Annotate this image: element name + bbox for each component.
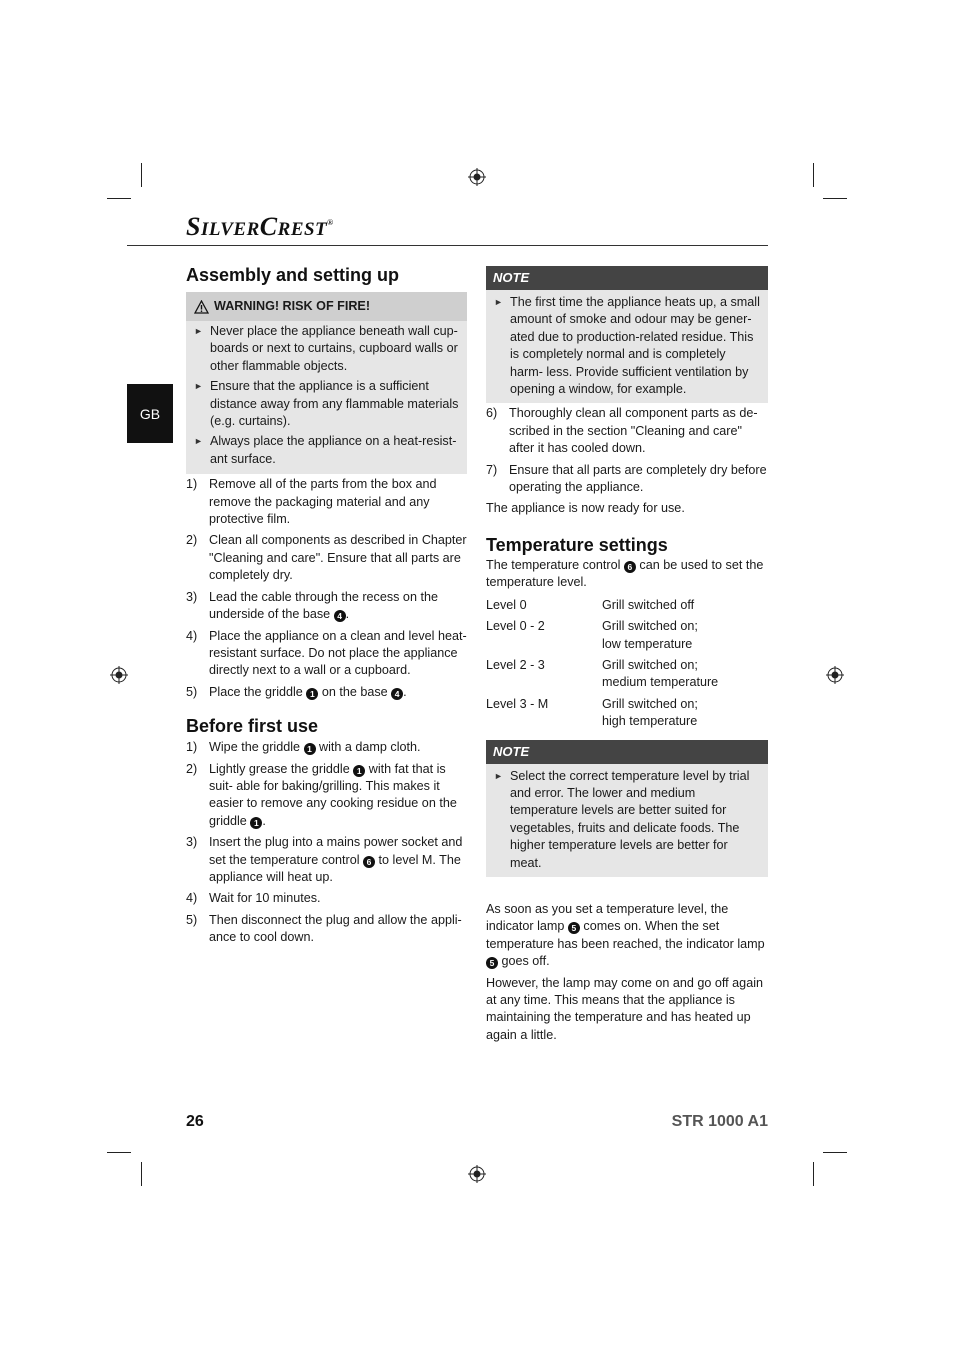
list-item: 3) Lead the cable through the recess on the underside of the base 4 . bbox=[186, 589, 438, 622]
part-number-badge: 6 bbox=[363, 856, 375, 868]
warning-box bbox=[186, 292, 467, 474]
assembly-steps bbox=[186, 476, 467, 701]
temperature-intro: The temperature control 6 can be used to set the temperature level. bbox=[486, 557, 764, 590]
assembly-heading: Assembly and setting up bbox=[186, 265, 400, 285]
header-rule bbox=[127, 245, 768, 246]
part-number-badge: 5 bbox=[568, 922, 580, 934]
list-item: ► Ensure that the appliance is a sufficient distance away from any flammable materials (e.g. curtains). bbox=[194, 378, 459, 430]
registration-mark-icon bbox=[826, 666, 844, 684]
note-bullets bbox=[486, 290, 768, 403]
list-item: 4) Wait for 10 minutes. bbox=[186, 891, 321, 906]
list-item: 4) Place the appliance on a clean and level heat- resistant surface. Do not place the appliance directly next to a wall or a cupboard. bbox=[186, 628, 467, 678]
arrow-bullet-icon: ► bbox=[494, 297, 503, 307]
registration-mark-icon bbox=[468, 168, 486, 186]
part-number-badge: 6 bbox=[624, 561, 636, 573]
arrow-bullet-icon: ► bbox=[194, 326, 203, 336]
registration-mark-icon bbox=[110, 666, 128, 684]
table-row: Level 0 Grill switched off bbox=[486, 597, 695, 612]
list-item: 6) Thoroughly clean all component parts as de- scribed in the section "Cleaning and care" after it has cooled down. bbox=[486, 406, 758, 456]
list-item: ► Always place the appliance on a heat-resist- ant surface. bbox=[194, 433, 459, 468]
indicator-lamp-paragraph: As soon as you set a temperature level, the indicator lamp 5 comes on. When the set temperature has been reached, the indicator lamp 5 goes off. bbox=[486, 901, 765, 969]
table-row: Level 0 - 2 Grill switched on; low temperature bbox=[486, 619, 698, 651]
warning-triangle-icon bbox=[194, 300, 209, 314]
part-number-badge: 1 bbox=[306, 688, 318, 700]
crop-mark bbox=[141, 1162, 142, 1186]
before-first-use-heading: Before first use bbox=[186, 716, 319, 737]
crop-mark bbox=[813, 1162, 814, 1186]
warning-header bbox=[186, 292, 467, 321]
registration-mark-icon bbox=[468, 1165, 486, 1183]
table-row: Level 2 - 3 Grill switched on; medium temperature bbox=[486, 657, 719, 690]
crop-mark bbox=[813, 163, 814, 187]
note-box bbox=[486, 740, 768, 877]
arrow-bullet-icon: ► bbox=[194, 436, 203, 447]
part-number-badge: 1 bbox=[304, 743, 316, 755]
lamp-cycle-paragraph: However, the lamp may come on and go off again at any time. This means that the appliance is maintaining the temperature and has heated up again a little. bbox=[486, 975, 763, 1042]
list-item: 2) Clean all components as described in Chapter "Cleaning and care". Ensure that all parts are completely dry. bbox=[186, 533, 467, 583]
list-item: 7) Ensure that all parts are completely dry before operating the appliance. bbox=[486, 462, 767, 495]
temperature-settings-heading: Temperature settings bbox=[486, 534, 668, 555]
list-item: ► Select the correct temperature level by trial and error. The lower and medium temperature levels are better suited for vegetables, fruits and delicate foods. The higher temperature levels are better for meat. bbox=[494, 768, 760, 872]
left-column bbox=[186, 263, 467, 951]
temperature-levels-table bbox=[486, 597, 768, 731]
crop-mark bbox=[107, 1152, 131, 1153]
list-item: 3) Insert the plug into a mains power socket and set the temperature control 6 to level M. The appliance will heat up. bbox=[186, 835, 463, 884]
ready-text: The appliance is now ready for use. bbox=[486, 501, 685, 516]
crop-mark bbox=[141, 163, 142, 187]
language-tab: GB bbox=[127, 384, 173, 443]
note-header: NOTE bbox=[486, 740, 768, 764]
arrow-bullet-icon: ► bbox=[494, 770, 503, 781]
part-number-badge: 4 bbox=[391, 688, 403, 700]
note-box bbox=[486, 266, 768, 403]
part-number-badge: 1 bbox=[353, 765, 365, 777]
warning-bullets bbox=[186, 321, 467, 474]
crop-mark bbox=[107, 198, 131, 199]
crop-mark bbox=[823, 1152, 847, 1153]
brand-logo: SILVERCREST® bbox=[186, 212, 334, 241]
list-item: ► Never place the appliance beneath wall cup- boards or next to curtains, cupboard walls or other flammable objects. bbox=[194, 323, 459, 375]
right-column bbox=[486, 266, 768, 1044]
cleaning-steps bbox=[486, 405, 768, 496]
part-number-badge: 1 bbox=[250, 817, 262, 829]
warning-title: WARNING! RISK OF FIRE! bbox=[214, 298, 371, 313]
list-item: ► The first time the appliance heats up, a small amount of smoke and odour may be gener- ated due to production-related residue. This is completely normal and is completely harm- less. Provide sufficient ventilation by opening a window, for example. bbox=[494, 294, 760, 398]
model-number: STR 1000 A1 bbox=[671, 1113, 768, 1130]
note-bullets bbox=[486, 764, 768, 877]
crop-mark bbox=[823, 198, 847, 199]
page-number: 26 bbox=[186, 1113, 204, 1130]
part-number-badge: 4 bbox=[334, 610, 346, 622]
table-row: Level 3 - M Grill switched on; high temperature bbox=[486, 696, 698, 729]
list-item: 5) Then disconnect the plug and allow the appli- ance to cool down. bbox=[186, 912, 462, 945]
list-item: 1) Wipe the griddle 1 with a damp cloth. bbox=[186, 740, 421, 755]
part-number-badge: 5 bbox=[486, 957, 498, 969]
list-item: 1) Remove all of the parts from the box and remove the packaging material and any protective film. bbox=[186, 477, 437, 527]
note-header: NOTE bbox=[486, 266, 768, 290]
list-item: 2) Lightly grease the griddle 1 with fat that is suit- able for baking/grilling. This makes it easier to remove any cooking residue on the griddle 1 . bbox=[186, 761, 457, 828]
before-first-use-steps bbox=[186, 739, 467, 946]
list-item: 5) Place the griddle 1 on the base 4 . bbox=[186, 684, 407, 699]
arrow-bullet-icon: ► bbox=[194, 381, 203, 392]
